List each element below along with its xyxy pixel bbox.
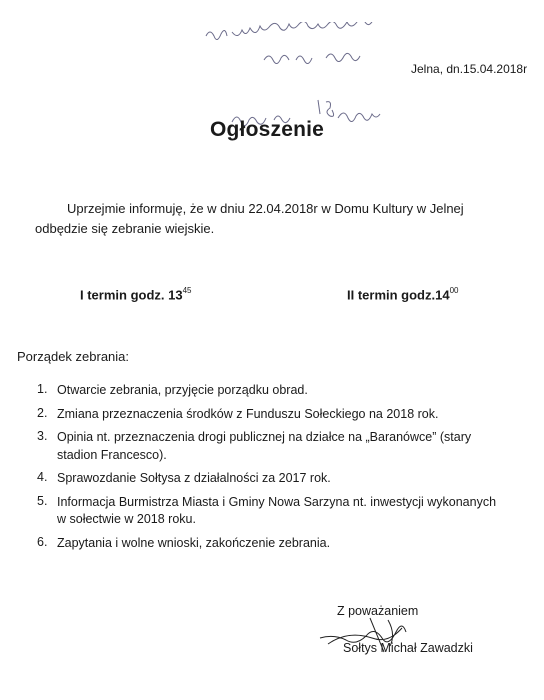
agenda-item (37, 382, 527, 400)
agenda-item-text: Sprawozdanie Sołtysa z działalności za 2017 rok. (57, 471, 331, 485)
agenda-item-number: 5. (37, 493, 48, 508)
intro-paragraph (35, 199, 515, 239)
agenda-heading: Porządek zebrania: (17, 349, 130, 364)
agenda-item (37, 429, 527, 464)
second-term (347, 287, 458, 302)
agenda-item-number: 6. (37, 534, 48, 549)
agenda-item-text: Zapytania i wolne wnioski, zakończenie zebrania. (57, 535, 331, 550)
agenda-item-text: Zmiana przeznaczenia środków z Funduszu Sołeckiego na 2018 rok. (57, 406, 439, 421)
second-term-label: II termin godz.14 (347, 287, 450, 303)
agenda-list (37, 382, 527, 558)
agenda-item-text: Otwarcie zebrania, przyjęcie porządku obrad. (57, 383, 308, 397)
closing-regards: Z poważaniem (337, 604, 419, 618)
agenda-item-number: 4. (37, 470, 48, 484)
intro-line-1: Uprzejmie informuję, że w dniu 22.04.2018r w Domu Kultury w Jelnej (67, 201, 464, 216)
agenda-item (37, 535, 527, 553)
first-term (80, 287, 191, 302)
page-title: Ogłoszenie (210, 118, 325, 141)
agenda-item-number: 1. (37, 382, 48, 396)
agenda-item-number: 2. (37, 405, 48, 420)
place-date: Jelna, dn.15.04.2018r (411, 62, 528, 76)
agenda-item (37, 470, 527, 488)
first-term-label: I termin godz. 13 (80, 287, 183, 303)
agenda-item (37, 494, 527, 529)
signer-name: Sołtys Michał Zawadzki (343, 641, 473, 655)
agenda-item-number: 3. (37, 429, 48, 443)
intro-line-2: odbędzie się zebranie wiejskie. (35, 221, 215, 236)
handwritten-note-top (200, 22, 410, 74)
agenda-item-text: Opinia nt. przeznaczenia drogi publicznej na działce na „Baranówce” (stary stadion Francesco). (57, 430, 472, 462)
first-term-minutes: 45 (182, 286, 192, 295)
agenda-item-text: Informacja Burmistrza Miasta i Gminy Nowa Sarzyna nt. inwestycji wykonanych w sołectwie w 2018 roku. (57, 494, 497, 526)
second-term-minutes: 00 (449, 286, 459, 295)
agenda-item (37, 406, 527, 424)
